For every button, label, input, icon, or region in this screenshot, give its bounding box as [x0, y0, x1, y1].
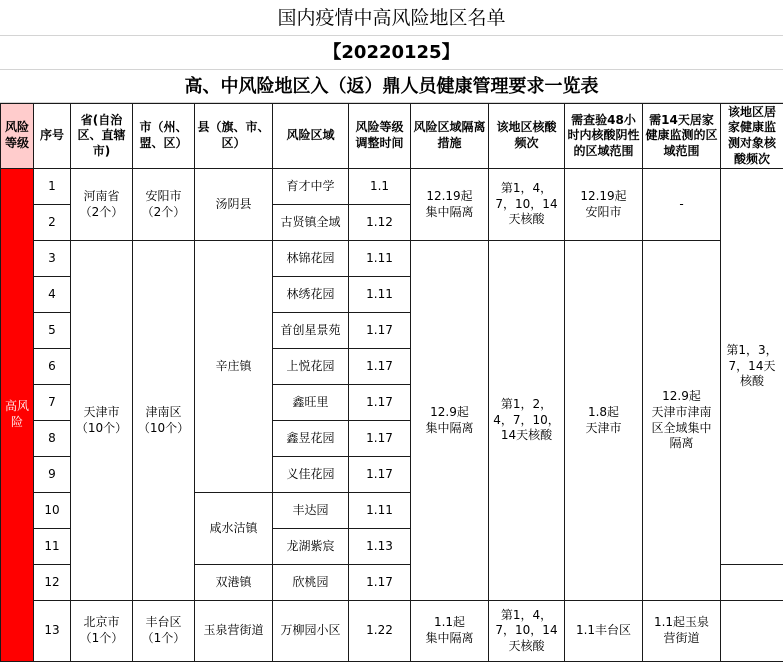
header-risk-level: 风险等级 — [1, 104, 34, 169]
city-cell: 安阳市 （2个） — [133, 169, 195, 241]
area-cell: 上悦花园 — [273, 349, 349, 385]
table-row — [1, 241, 783, 277]
area-cell: 古贤镇全域 — [273, 205, 349, 241]
area-cell: 林绣花园 — [273, 277, 349, 313]
city-cell: 丰台区 （1个） — [133, 601, 195, 662]
area-cell: 鑫旺里 — [273, 385, 349, 421]
header-province: 省(自治区、直辖市) — [71, 104, 133, 169]
monitor-frequency-cell — [721, 601, 783, 662]
risk-area-table — [0, 103, 783, 662]
seq-cell: 12 — [34, 565, 71, 601]
adjust-cell: 1.13 — [349, 529, 411, 565]
frequency-cell: 第1，2， 4，7，10， 14天核酸 — [489, 241, 565, 601]
header-adjust-time: 风险等级调整时间 — [349, 104, 411, 169]
province-cell: 北京市 （1个） — [71, 601, 133, 662]
adjust-cell: 1.11 — [349, 241, 411, 277]
header-14d-monitor-scope: 需14天居家健康监测的区域范围 — [643, 104, 721, 169]
header-area: 风险区域 — [273, 104, 349, 169]
measure-cell: 12.9起 集中隔离 — [411, 241, 489, 601]
county-cell: 双港镇 — [195, 565, 273, 601]
table-row — [1, 601, 783, 662]
seq-cell: 3 — [34, 241, 71, 277]
frequency-cell: 第1，4， 7，10，14 天核酸 — [489, 601, 565, 662]
seq-cell: 2 — [34, 205, 71, 241]
seq-cell: 5 — [34, 313, 71, 349]
adjust-cell: 1.17 — [349, 313, 411, 349]
seq-cell: 4 — [34, 277, 71, 313]
seq-cell: 10 — [34, 493, 71, 529]
check-48h-cell: 12.19起 安阳市 — [565, 169, 643, 241]
area-cell: 首创星景苑 — [273, 313, 349, 349]
header-row — [1, 104, 783, 169]
measure-cell: 12.19起 集中隔离 — [411, 169, 489, 241]
header-nucleic-frequency: 该地区核酸频次 — [489, 104, 565, 169]
area-cell: 欣桃园 — [273, 565, 349, 601]
area-cell: 林锦花园 — [273, 241, 349, 277]
monitor-frequency-cell: 第1，3， 7，14天 核酸 — [721, 169, 783, 565]
adjust-cell: 1.17 — [349, 421, 411, 457]
adjust-cell: 1.17 — [349, 385, 411, 421]
area-cell: 万柳园小区 — [273, 601, 349, 662]
document-title: 国内疫情中高风险地区名单 — [0, 0, 783, 36]
adjust-cell: 1.22 — [349, 601, 411, 662]
header-monitor-frequency: 该地区居家健康监测对象核酸频次 — [721, 104, 783, 169]
check-48h-cell: 1.1丰台区 — [565, 601, 643, 662]
seq-cell: 1 — [34, 169, 71, 205]
check-48h-cell: 1.8起 天津市 — [565, 241, 643, 601]
monitor-14d-cell: 12.9起 天津市津南 区全域集中 隔离 — [643, 241, 721, 601]
seq-cell: 7 — [34, 385, 71, 421]
county-cell: 辛庄镇 — [195, 241, 273, 493]
seq-cell: 13 — [34, 601, 71, 662]
date-banner: 【20220125】 — [0, 36, 783, 70]
adjust-cell: 1.17 — [349, 565, 411, 601]
adjust-cell: 1.1 — [349, 169, 411, 205]
province-cell: 天津市 （10个） — [71, 241, 133, 601]
table-subtitle: 高、中风险地区入（返）鼎人员健康管理要求一览表 — [0, 70, 783, 103]
adjust-cell: 1.17 — [349, 349, 411, 385]
county-cell: 汤阴县 — [195, 169, 273, 241]
county-cell: 玉泉营街道 — [195, 601, 273, 662]
seq-cell: 6 — [34, 349, 71, 385]
table-row — [1, 169, 783, 205]
area-cell: 龙湖紫宸 — [273, 529, 349, 565]
header-48h-check-scope: 需查验48小时内核酸阴性的区域范围 — [565, 104, 643, 169]
adjust-cell: 1.11 — [349, 277, 411, 313]
area-cell: 丰达园 — [273, 493, 349, 529]
header-measure: 风险区域隔离措施 — [411, 104, 489, 169]
measure-cell: 1.1起 集中隔离 — [411, 601, 489, 662]
monitor-14d-cell: - — [643, 169, 721, 241]
adjust-cell: 1.11 — [349, 493, 411, 529]
adjust-cell: 1.17 — [349, 457, 411, 493]
city-cell: 津南区 （10个） — [133, 241, 195, 601]
header-county: 县（旗、市、区） — [195, 104, 273, 169]
header-seq: 序号 — [34, 104, 71, 169]
seq-cell: 9 — [34, 457, 71, 493]
risk-level-cell: 高风险 — [1, 169, 34, 662]
monitor-14d-cell: 1.1起玉泉 营街道 — [643, 601, 721, 662]
seq-cell: 11 — [34, 529, 71, 565]
adjust-cell: 1.12 — [349, 205, 411, 241]
seq-cell: 8 — [34, 421, 71, 457]
county-cell: 咸水沽镇 — [195, 493, 273, 565]
area-cell: 育才中学 — [273, 169, 349, 205]
area-cell: 义佳花园 — [273, 457, 349, 493]
header-city: 市（州、盟、区） — [133, 104, 195, 169]
frequency-cell: 第1，4， 7，10，14 天核酸 — [489, 169, 565, 241]
province-cell: 河南省 （2个） — [71, 169, 133, 241]
area-cell: 鑫昱花园 — [273, 421, 349, 457]
